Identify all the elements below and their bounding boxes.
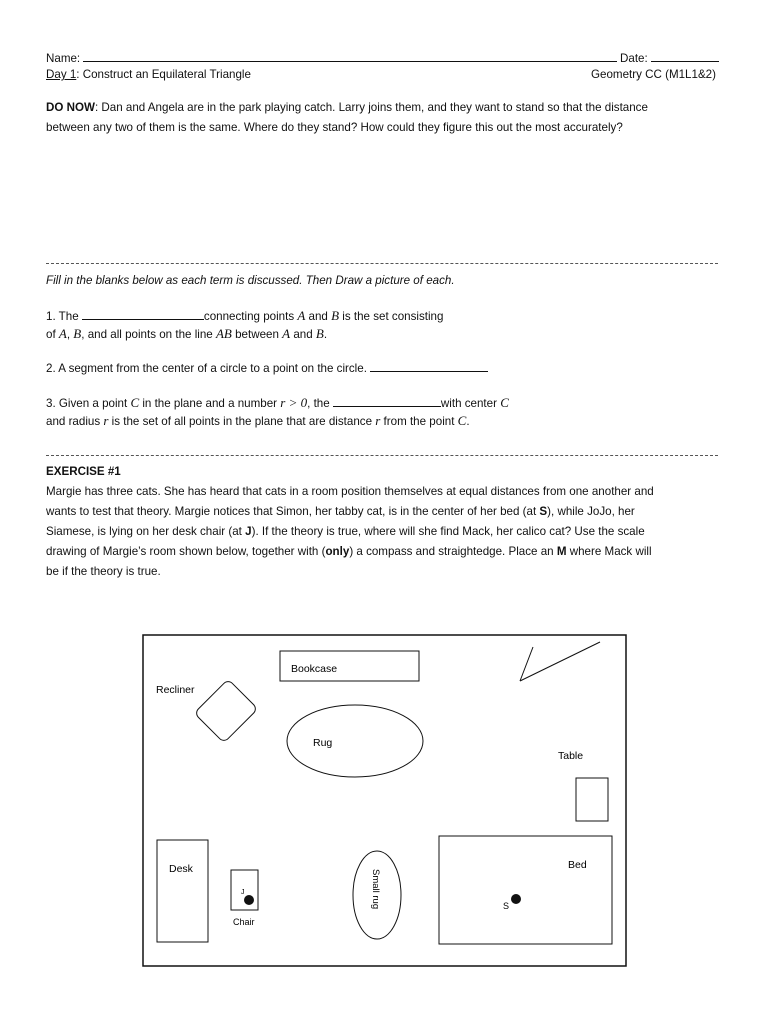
chair-label: Chair	[233, 917, 255, 927]
chair-marker-label: J	[241, 889, 245, 896]
course-label: Geometry CC (M1L1&2)	[591, 68, 716, 81]
table-label: Table	[558, 750, 584, 762]
do-now-text-2: between any two of them is the same. Where do they stand? How could they figure this out the most accurately?	[46, 121, 623, 134]
table	[576, 778, 608, 821]
recliner	[194, 679, 258, 743]
simon-position	[511, 894, 521, 904]
desk-label: Desk	[169, 863, 193, 875]
date-label: Date:	[620, 52, 648, 65]
fill-in-instructions: Fill in the blanks below as each term is discussed. Then Draw a picture of each.	[46, 274, 455, 287]
room-outline	[143, 635, 626, 966]
recliner-label: Recliner	[156, 684, 195, 696]
bed-label: Bed	[568, 859, 587, 871]
door-swing	[520, 642, 600, 681]
do-now-label: DO NOW	[46, 101, 95, 114]
desk	[157, 840, 208, 942]
bookcase-label: Bookcase	[291, 663, 338, 675]
exercise-1: EXERCISE #1 Margie has three cats. She has heard that cats in a room position themselves at equal distances from one another and wants to test that theory. Margie notices that Simon, her tabby cat, is in the center of her bed (at S), while JoJo, her Siamese, is lying on her desk chair (at J). If the theory is true, where will she find Mack, her calico cat? Use the scale drawing of Margie’s room shown below, together with (only) a compass and straightedge. Place an M where Mack will be if the theory is true.	[46, 462, 722, 582]
exercise-title: EXERCISE #1	[46, 465, 121, 478]
day-label: Day 1	[46, 68, 77, 81]
small-rug-label: Small rug	[370, 869, 381, 910]
name-label: Name:	[46, 52, 81, 65]
title-text: : Construct an Equilateral Triangle	[76, 68, 251, 81]
item-2: 2. A segment from the center of a circle to a point on the circle.	[46, 360, 488, 375]
item-3-line-2: and radius r is the set of all points in the plane that are distance r from the point C.	[46, 413, 470, 428]
item-1-line-2: of A, B, and all points on the line AB between A and B.	[46, 326, 328, 341]
bed	[439, 836, 612, 944]
do-now-text-1: : Dan and Angela are in the park playing catch. Larry joins them, and they want to stand so that the distance	[94, 101, 648, 114]
item-3-line-1: 3. Given a point C in the plane and a number r > 0, the with center C	[46, 395, 509, 410]
item-1-line-1: 1. The connecting points A and B is the set consisting	[46, 308, 444, 323]
rug	[287, 705, 423, 777]
bed-marker-label: S	[503, 901, 510, 911]
chair	[231, 870, 258, 910]
rug-label: Rug	[313, 737, 333, 749]
jojo-position	[244, 895, 254, 905]
